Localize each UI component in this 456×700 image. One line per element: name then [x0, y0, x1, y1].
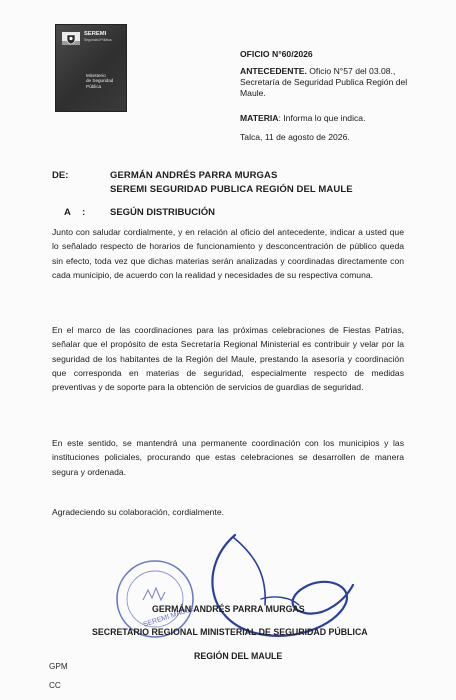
stamp-text: SEREMI MAULE [142, 605, 195, 629]
body-paragraph: Junto con saludar cordialmente, y en relación al oficio del antecedente, indicar a usted que lo señalado respecto de horarios de funcionamiento y desconcentración de público queda sin efecto, toda vez que dichas materias serán analizadas y coordinadas directamente con cada municipio, de acuerdo con la realidad y necesidades de su respectiva comuna. [52, 227, 404, 280]
logo-brand: SEREMI [84, 31, 107, 37]
logo-ministry-line: Ministerio [86, 73, 106, 78]
shield-icon [65, 33, 77, 45]
antecedente-label: ANTECEDENTE. [240, 66, 307, 76]
sender-office: SEREMI SEGURIDAD PUBLICA REGIÓN DEL MAULE [110, 184, 353, 195]
document-date: Talca, 11 de agosto de 2026. [240, 132, 350, 142]
recipient: SEGÚN DISTRIBUCIÓN [110, 207, 216, 218]
a-label: A [64, 207, 71, 218]
materia [240, 113, 365, 124]
closing-line: Agradeciendo su colaboración, cordialmente. [52, 507, 224, 517]
antecedente-text: Oficio N°57 del 03.08., Secretaría de Seguridad Publica Región del Maule. [240, 66, 408, 98]
signatory-region: REGIÓN DEL MAULE [194, 651, 283, 661]
body-paragraph: En el marco de las coordinaciones para las próximas celebraciones de Fiestas Patrias, señalar que el propósito de esta Secretaría Regional Ministerial es contribuir y velar por la seguridad de los habitantes de la Región del Maule, prestando la asesoría y coordinación que corresponda en materias de seguridad, especialmente respecto de medidas preventivas y de soporte para la obtención de servicios de guardias de seguridad. [52, 325, 404, 393]
logo-ministry-line: de Seguridad [86, 78, 114, 84]
materia-label: MATERIA [240, 113, 279, 123]
logo-brand-sub: Seguridad Pública [84, 38, 112, 42]
signatory-name: GERMÁN ANDRÉS PARRA MURGAS [152, 604, 305, 614]
logo-ministry [86, 73, 124, 89]
seremi-logo [55, 24, 127, 112]
de-label: DE: [52, 170, 69, 181]
a-colon: : [82, 207, 86, 218]
oficio-number: OFICIO N°60/2026 [240, 49, 313, 59]
body-paragraph: En este sentido, se mantendrá una permanente coordinación con los municipios y las instituciones policiales, procurando que estas celebraciones se desarrollen de manera segura y ordenada. [52, 438, 404, 477]
logo-ministry-line: Pública [86, 83, 102, 89]
signatory-title: SECRETARIO REGIONAL MINISTERIAL DE SEGURIDAD PÚBLICA [92, 627, 368, 637]
materia-text: : Informa lo que indica. [278, 113, 366, 123]
sender-name: GERMÁN ANDRÉS PARRA MURGAS [110, 170, 278, 181]
initials: GPM [49, 662, 68, 671]
initials: CC [49, 681, 61, 690]
antecedente [240, 66, 420, 99]
